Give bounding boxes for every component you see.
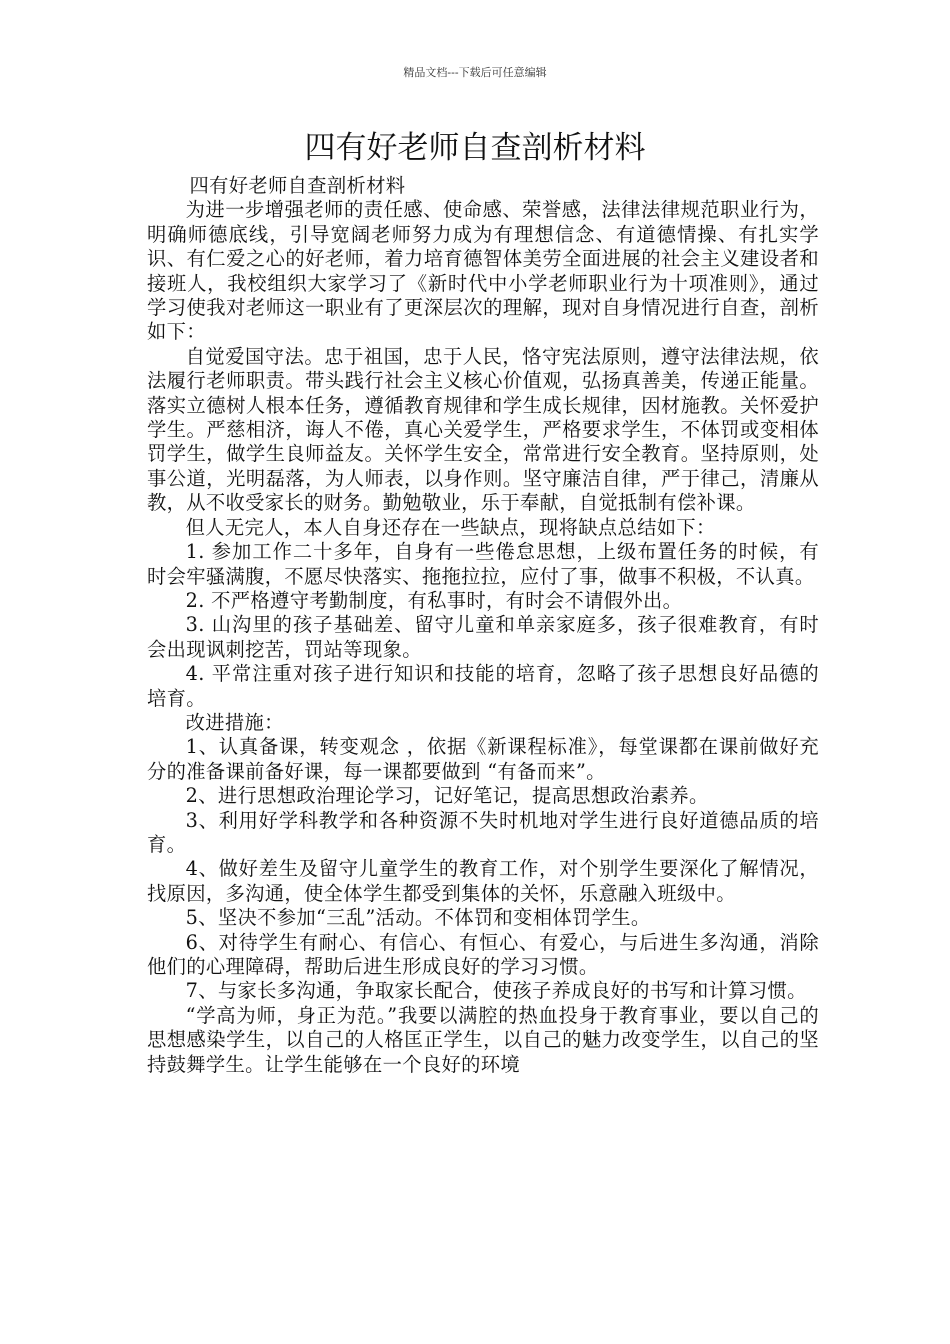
shortcoming-item: 1. 参加工作二十多年，自身有一些倦怠思想，上级布置任务的时候，有时会牢骚满腹，不愿尽快落实、拖拖拉拉，应付了事，做事不积极，不认真。 xyxy=(147,540,819,588)
measure-item: 7、与家长多沟通，争取家长配合，使孩子养成良好的书写和计算习惯。 xyxy=(185,979,807,1003)
measure-item: 1、认真备课，转变观念 ，依据《新课程标准》，每堂课都在课前做好充分的准备课前备好课，每一课都要做到 “有备而来”。 xyxy=(147,735,819,783)
closing-paragraph: “学高为师，身正为范。”我要以满腔的热血投身于教育事业，要以自己的思想感染学生，以自己的人格匡正学生，以自己的魅力改变学生，以自己的坚持鼓舞学生。让学生能够在一个良好的环境 xyxy=(147,1003,819,1076)
measure-item: 2、进行思想政治理论学习，记好笔记，提高思想政治素养。 xyxy=(185,784,709,808)
document-title: 四有好老师自查剖析材料 xyxy=(304,130,646,166)
measures-heading: 改进措施： xyxy=(185,710,284,734)
shortcomings-intro: 但人无完人，本人自身还存在一些缺点，现将缺点总结如下： xyxy=(185,515,716,539)
self-check-paragraph: 自觉爱国守法。忠于祖国，忠于人民，恪守宪法原则，遵守法律法规，依法履行老师职责。带头践行社会主义核心价值观，弘扬真善美，传递正能量。落实立德树人根本任务，遵循教育规律和学生成长规律，因材施教。关怀爱护学生。严慈相济，诲人不倦，真心关爱学生，严格要求学生，不体罚或变相体罚学生，做学生良师益友。关怀学生安全，常常进行安全教育。坚持原则，处事公道，光明磊落，为人师表，以身作则。坚守廉洁自律，严于律己，清廉从教，从不收受家长的财务。勤勉敬业，乐于奉献，自觉抵制有偿补课。 xyxy=(147,344,819,515)
measure-item: 6、对待学生有耐心、有信心、有恒心、有爱心，与后进生多沟通，消除他们的心理障碍，帮助后进生形成良好的学习习惯。 xyxy=(147,930,819,978)
document-body xyxy=(147,174,819,1077)
intro-paragraph: 为进一步增强老师的责任感、使命感、荣誉感，法律法律规范职业行为，明确师德底线，引导宽阔老师努力成为有理想信念、有道德情操、有扎实学识、有仁爱之心的好老师，着力培育德智体美劳全面进展的社会主义建设者和接班人，我校组织大家学习了《新时代中小学老师职业行为十项准则》，通过学习使我对老师这一职业有了更深层次的理解，现对自身情况进行自查，剖析如下： xyxy=(147,198,819,344)
measure-item: 5、坚决不参加“三乱”活动。不体罚和变相体罚学生。 xyxy=(185,906,651,930)
header-note: 精品文档---下载后可任意编辑 xyxy=(403,66,547,79)
measure-item: 3、利用好学科教学和各种资源不失时机地对学生进行良好道德品质的培育。 xyxy=(147,808,819,856)
shortcoming-item: 4. 平常注重对孩子进行知识和技能的培育，忽略了孩子思想良好品德的培育。 xyxy=(147,662,819,710)
shortcoming-item: 2. 不严格遵守考勤制度，有私事时，有时会不请假外出。 xyxy=(185,588,683,612)
subtitle-paragraph: 四有好老师自查剖析材料 xyxy=(189,174,406,197)
shortcoming-item: 3. 山沟里的孩子基础差、留守儿童和单亲家庭多，孩子很难教育，有时会出现讽刺挖苦，罚站等现象。 xyxy=(147,613,819,661)
measure-item: 4、做好差生及留守儿童学生的教育工作，对个别学生要深化了解情况，找原因，多沟通，使全体学生都受到集体的关怀，乐意融入班级中。 xyxy=(147,857,819,905)
